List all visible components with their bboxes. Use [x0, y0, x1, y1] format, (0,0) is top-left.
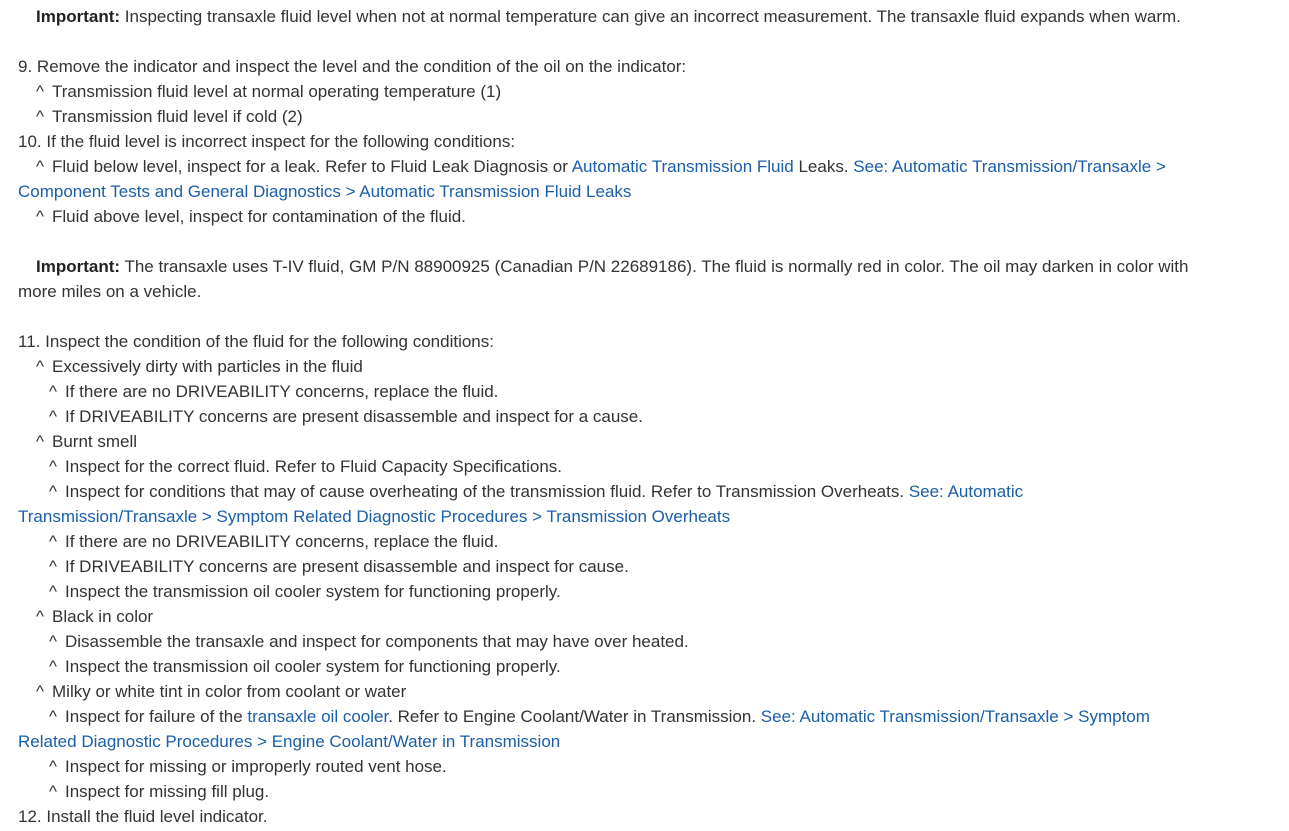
caret-icon: ^ [36, 432, 44, 451]
list-item: ^ Fluid above level, inspect for contamination of the fluid. [36, 204, 466, 229]
list-item: ^ Excessively dirty with particles in the fluid [36, 354, 363, 379]
sub-list-item: ^ Disassemble the transaxle and inspect for components that may have over heated. [49, 629, 689, 654]
see-overheats-link[interactable]: See: Automatic [908, 482, 1024, 501]
link-continuation [18, 729, 560, 754]
step-9 [18, 54, 686, 79]
important-note-1 [36, 4, 1181, 29]
caret-icon: ^ [49, 582, 57, 601]
see-coolant-water-link[interactable]: See: Automatic Transmission/Transaxle > Symptom [760, 707, 1150, 726]
step-text: If the fluid level is incorrect inspect for the following conditions: [41, 132, 516, 151]
caret-icon: ^ [36, 157, 44, 176]
caret-icon: ^ [49, 557, 57, 576]
caret-icon: ^ [49, 657, 57, 676]
caret-icon: ^ [36, 357, 44, 376]
important-label: Important: [36, 257, 121, 276]
step-number: 9. [18, 57, 33, 76]
caret-icon: ^ [36, 682, 44, 701]
caret-icon: ^ [49, 532, 57, 551]
caret-icon: ^ [49, 382, 57, 401]
step-number: 11. [18, 332, 41, 351]
sub-list-item: ^ If there are no DRIVEABILITY concerns, replace the fluid. [49, 379, 498, 404]
list-item: ^ Milky or white tint in color from coolant or water [36, 679, 406, 704]
caret-icon: ^ [49, 632, 57, 651]
step-number: 12. [18, 807, 42, 826]
list-item: ^ Transmission fluid level if cold (2) [36, 104, 303, 129]
sub-list-item: ^ If DRIVEABILITY concerns are present disassemble and inspect for a cause. [49, 404, 643, 429]
caret-icon: ^ [49, 482, 57, 501]
step-text: Remove the indicator and inspect the level and the condition of the oil on the indicator: [32, 57, 687, 76]
caret-icon: ^ [49, 782, 57, 801]
see-fluid-leaks-link[interactable]: Component Tests and General Diagnostics > Automatic Transmission Fluid Leaks [18, 182, 632, 201]
step-text: Inspect the condition of the fluid for the following conditions: [40, 332, 494, 351]
sub-list-item: ^ Inspect for the correct fluid. Refer to Fluid Capacity Specifications. [49, 454, 562, 479]
list-item: ^ Burnt smell [36, 429, 137, 454]
sub-list-item: ^ Inspect for missing or improperly routed vent hose. [49, 754, 447, 779]
important-label: Important: [36, 7, 121, 26]
sub-list-item: ^ Inspect for conditions that may of cause overheating of the transmission fluid. Refer to Transmission Overheats. See: Automatic [49, 479, 1023, 504]
list-item: ^ Black in color [36, 604, 153, 629]
important-text: The transaxle uses T-IV fluid, GM P/N 88900925 (Canadian P/N 22689186). The fluid is normally red in color. The oil may darken in color with [120, 257, 1189, 276]
see-overheats-link[interactable]: Transmission/Transaxle > Symptom Related Diagnostic Procedures > Transmission Overheats [18, 507, 731, 526]
step-12 [18, 804, 268, 829]
caret-icon: ^ [36, 607, 44, 626]
caret-icon: ^ [36, 207, 44, 226]
step-number: 10. [18, 132, 42, 151]
caret-icon: ^ [49, 757, 57, 776]
link-continuation [18, 504, 730, 529]
list-item: ^ Fluid below level, inspect for a leak. Refer to Fluid Leak Diagnosis or Automatic Transmission Fluid Leaks. See: Automatic Transmission/Transaxle > [36, 154, 1166, 179]
caret-icon: ^ [49, 457, 57, 476]
step-11 [18, 329, 494, 354]
sub-list-item: ^ If DRIVEABILITY concerns are present disassemble and inspect for cause. [49, 554, 629, 579]
sub-list-item: ^ If there are no DRIVEABILITY concerns, replace the fluid. [49, 529, 498, 554]
important-text: Inspecting transaxle fluid level when not at normal temperature can give an incorrect measurement. The transaxle fluid expands when warm. [120, 7, 1181, 26]
caret-icon: ^ [49, 407, 57, 426]
sub-list-item: ^ Inspect for missing fill plug. [49, 779, 269, 804]
see-fluid-leaks-link[interactable]: See: Automatic Transmission/Transaxle > [853, 157, 1166, 176]
caret-icon: ^ [36, 107, 44, 126]
see-coolant-water-link[interactable]: Related Diagnostic Procedures > Engine Coolant/Water in Transmission [18, 732, 561, 751]
fluid-link[interactable]: Automatic Transmission Fluid [571, 157, 794, 176]
important-note-2-cont: more miles on a vehicle. [18, 282, 202, 301]
transaxle-oil-cooler-link[interactable]: transaxle oil cooler [247, 707, 389, 726]
sub-list-item: ^ Inspect the transmission oil cooler system for functioning properly. [49, 654, 561, 679]
caret-icon: ^ [49, 707, 57, 726]
link-continuation [18, 179, 631, 204]
sub-list-item: ^ Inspect the transmission oil cooler system for functioning properly. [49, 579, 561, 604]
caret-icon: ^ [36, 82, 44, 101]
step-10 [18, 129, 515, 154]
sub-list-item: ^ Inspect for failure of the transaxle oil cooler. Refer to Engine Coolant/Water in Transmission. See: Automatic Transmission/Transaxle > Symptom [49, 704, 1150, 729]
step-text: Install the fluid level indicator. [41, 807, 268, 826]
list-item: ^ Transmission fluid level at normal operating temperature (1) [36, 79, 501, 104]
important-note-2 [36, 254, 1188, 279]
